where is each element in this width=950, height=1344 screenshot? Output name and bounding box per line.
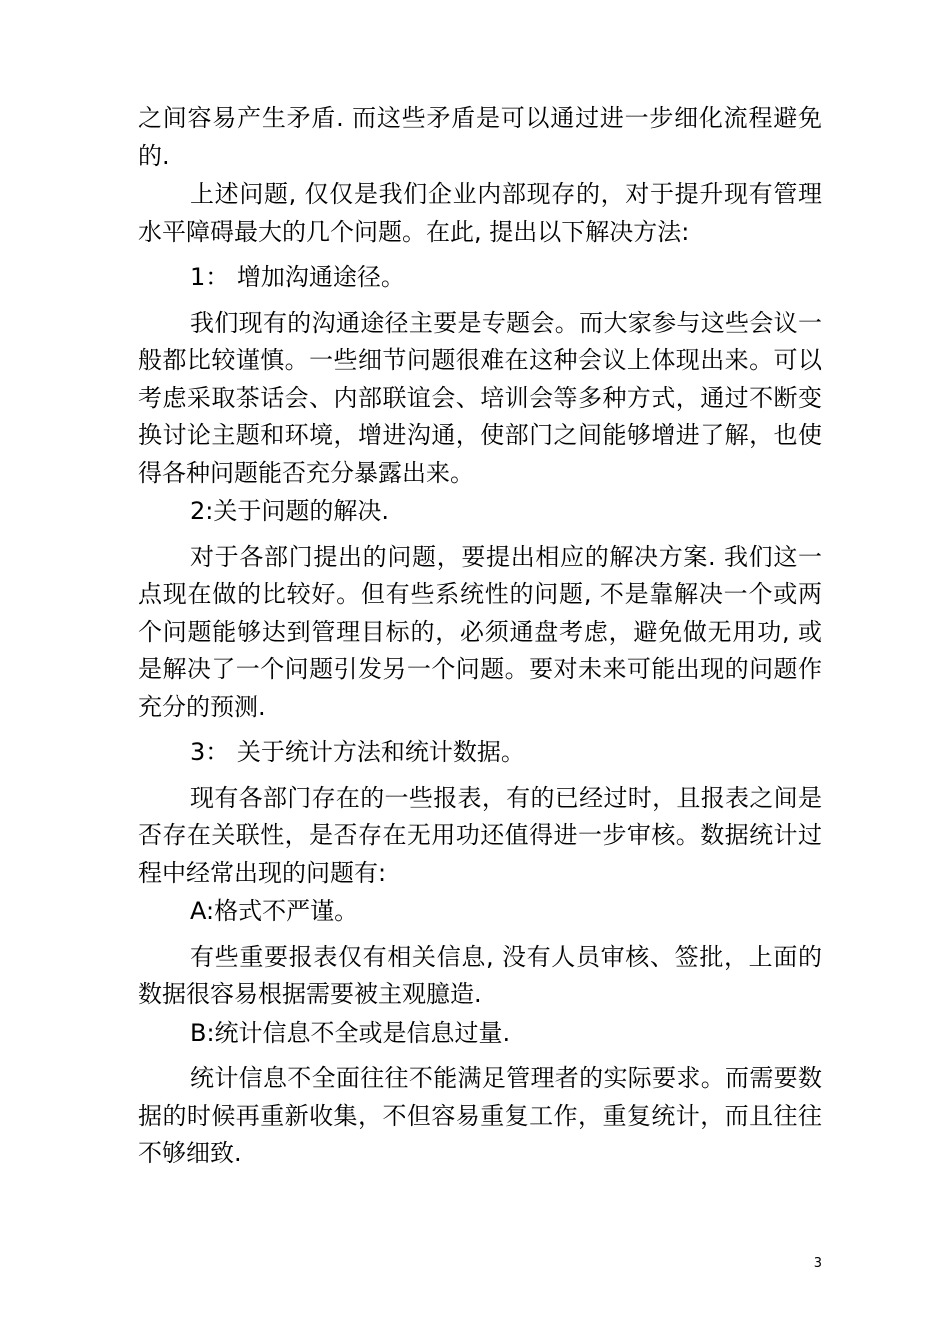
- heading-item-a: A:格式不严谨。: [190, 897, 359, 925]
- paragraph-problems-summary: 上述问题, 仅仅是我们企业内部现存的，对于提升现有管理水平障碍最大的几个问题。在此, 提出以下解决方法:: [138, 180, 822, 246]
- heading-item-b: B:统计信息不全或是信息过量.: [190, 1018, 511, 1047]
- paragraph-format: 有些重要报表仅有相关信息, 没有人员审核、签批，上面的数据很容易根据需要被主观臆造.: [138, 942, 822, 1008]
- body-text: [138, 100, 822, 1173]
- heading-item-3: 3： 关于统计方法和统计数据。: [190, 738, 525, 766]
- paragraph-continuation: 之间容易产生矛盾. 而这些矛盾是可以通过进一步细化流程避免的.: [138, 104, 822, 170]
- paragraph-incomplete-data: 统计信息不全面往往不能满足管理者的实际要求。而需要数据的时候再重新收集，不但容易重复工作，重复统计，而且往往不够细致.: [138, 1064, 822, 1167]
- heading-item-1: 1： 增加沟通途径。: [190, 263, 405, 291]
- paragraph-problem-solving: 对于各部门提出的问题，要提出相应的解决方案. 我们这一点现在做的比较好。但有些系统性的问题, 不是靠解决一个或两个问题能够达到管理目标的，必须通盘考虑，避免做无用功, 或是解决了一个问题引发另一个问题。要对未来可能出现的问题作充分的预测.: [138, 542, 822, 721]
- heading-item-2: 2:关于问题的解决.: [190, 497, 389, 525]
- paragraph-statistics: 现有各部门存在的一些报表，有的已经过时，且报表之间是否存在关联性，是否存在无用功还值得进一步审核。数据统计过程中经常出现的问题有:: [138, 783, 822, 887]
- page-number: 3: [813, 1256, 822, 1271]
- paragraph-communication: 我们现有的沟通途径主要是专题会。而大家参与这些会议一般都比较谨慎。一些细节问题很难在这种会议上体现出来。可以考虑采取茶话会、内部联谊会、培训会等多种方式，通过不断变换讨论主题和环境，增进沟通，使部门之间能够增进了解，也使得各种问题能否充分暴露出来。: [138, 308, 822, 487]
